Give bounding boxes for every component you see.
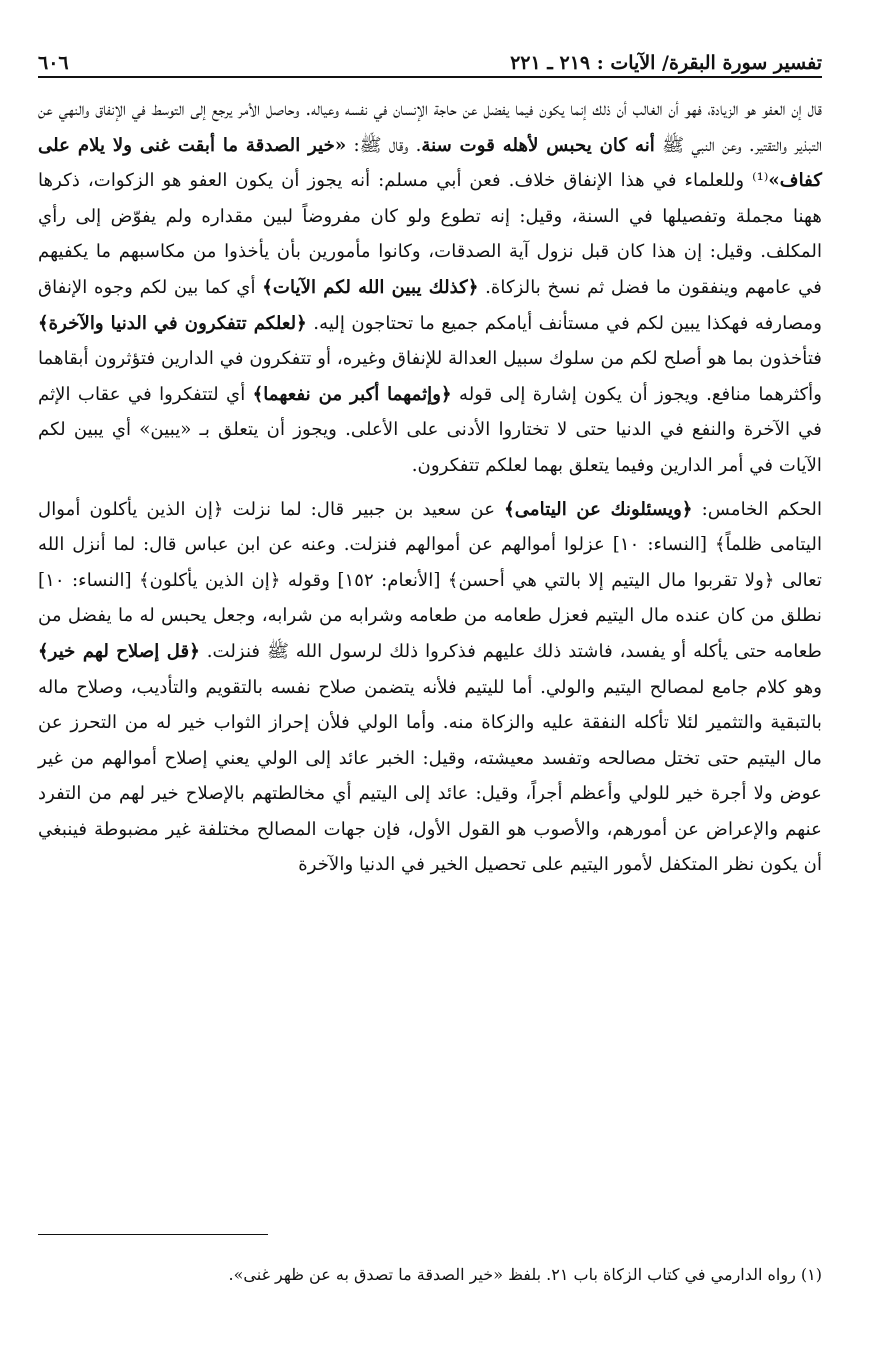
footnote: (١) رواه الدارمي في كتاب الزكاة باب ٢١. بلفظ «خير الصدقة ما تصدق به عن ظهر غنى». — [228, 1265, 822, 1284]
text-segment: قال إن العفو هو الزيادة، فهو أن الغالب أن ذلك إنما يكون فيما يفضل عن حاجة الإنسان في نفسه وعياله. وحاصل الأمر يرجع إلى التوسط في الإنفاق والنهي عن التبذير والتقتير. وعن النبي ﷺ — [38, 99, 822, 156]
verse-quote: ﴿كذلك يبين الله لكم الآيات﴾ — [262, 276, 479, 298]
text-segment: الحكم الخامس: — [692, 498, 822, 520]
paragraph-1 — [38, 92, 822, 484]
text-segment: أي كما بين لكم وجوه الإنفاق ومصارفه فهكذا يبين لكم في مستأنف أيامكم جميع ما تحتاجون إليه. — [38, 276, 822, 334]
paragraph-2 — [38, 492, 822, 884]
text-segment: ⁽¹⁾ وللعلماء في هذا الإنفاق خلاف. فعن أبي مسلم: أنه يجوز أن يكون العفو هو الزكوات، ذكرها ههنا مجملة وتفصيلها في السنة، وقيل: إنه تطوع ولو كان مفروضاً لبين مقداره ولم يفوّض إلى رأي المكلف. وقيل: إن هذا كان قبل نزول آية الصدقات، وكانوا مأمورين بأن يأخذوا من مكاسبهم ما يكفيهم في عامهم وينفقون ما فضل ثم نسخ بالزكاة. — [38, 170, 822, 298]
verse-quote: ﴿وإثمهما أكبر من نفعهما﴾ — [252, 383, 452, 405]
text-segment: عن سعيد بن جبير قال: لما نزلت ﴿إن الذين يأكلون أموال اليتامى ظلماً﴾ [النساء: ١٠] عزلوا أموالهم عن أموالهم فنزلت. وعنه عن ابن عباس قال: لما أنزل الله تعالى ﴿ولا تقربوا مال اليتيم إلا بالتي هي أحسن﴾ [الأنعام: ١٥٢] وقوله ﴿إن الذين يأكلون﴾ [النساء: ١٠] نطلق من كان عنده مال اليتيم فعزل طعامه من طعامه وشرابه من شرابه، وجعل يحبس له ما يفضل من طعامه حتى يأكله أو يفسد، فاشتد ذلك عليهم فذكروا ذلك لرسول الله ﷺ فنزلت. — [38, 498, 822, 662]
footnote-separator — [38, 1234, 268, 1235]
text-segment: وهو كلام جامع لمصالح اليتيم والولي. أما لليتيم فلأنه يتضمن صلاح نفسه بالتقويم والتأديب، وصلاح ماله بالتبقية والتثمير لئلا تأكله النفقة عليه والزكاة منه. وأما الولي فلأن إحراز الثواب خير له من التحرز عن مال اليتيم حتى تختل مصالحه وتفسد معيشته، وقيل: الخبر عائد إلى الولي يعني إصلاح أموالهم من غير عوض ولا أجرة خير للولي وأعظم أجراً، وقيل: عائد إلى اليتيم أي مخالطتهم بالإصلاح خير لهم من التفرد عنهم والإعراض عن أمورهم، والأصوب هو القول الأول، فإن جهات المصالح مختلفة غير مضبوطة فينبغي أن يكون نظر المتكفل لأمور اليتيم على تحصيل الخير في الدنيا والآخرة — [38, 676, 822, 876]
page-header — [38, 40, 822, 78]
text-segment: فتأخذون بما هو أصلح لكم من سلوك سبيل العدالة للإنفاق وغيره، أو تتفكرون في الدارين فتؤثرون أبقاهما وأكثرهما منافع. ويجوز أن يكون إشارة إلى قوله — [38, 348, 822, 405]
text-segment: أي لتتفكروا في عقاب الإثم في الآخرة والنفع في الدنيا حتى لا تختاروا الأدنى على الأعلى. ويجوز أن يتعلق بـ «يبين» أي يبين لكم الآيات في أمر الدارين وفيما يتعلق بهما لعلكم تتفكرون. — [38, 383, 822, 476]
text-segment: . وقال ﷺ: — [346, 134, 422, 156]
hadith-quote: «خير الصدقة ما أبقت غنى ولا يلام على كفاف» — [38, 134, 822, 192]
hadith-quote: أنه كان يحبس لأهله قوت سنة — [421, 134, 655, 156]
book-page — [38, 40, 822, 1284]
running-title: تفسير سورة البقرة/ الآيات : ٢١٩ ـ ٢٢١ — [510, 52, 822, 74]
verse-quote: ﴿لعلكم تتفكرون في الدنيا والآخرة﴾ — [38, 312, 307, 334]
main-text — [38, 92, 822, 883]
verse-quote: ﴿قل إصلاح لهم خير﴾ — [38, 640, 200, 662]
page-number: ٦٠٦ — [38, 52, 69, 74]
verse-quote: ﴿ويسئلونك عن اليتامى﴾ — [504, 498, 693, 520]
